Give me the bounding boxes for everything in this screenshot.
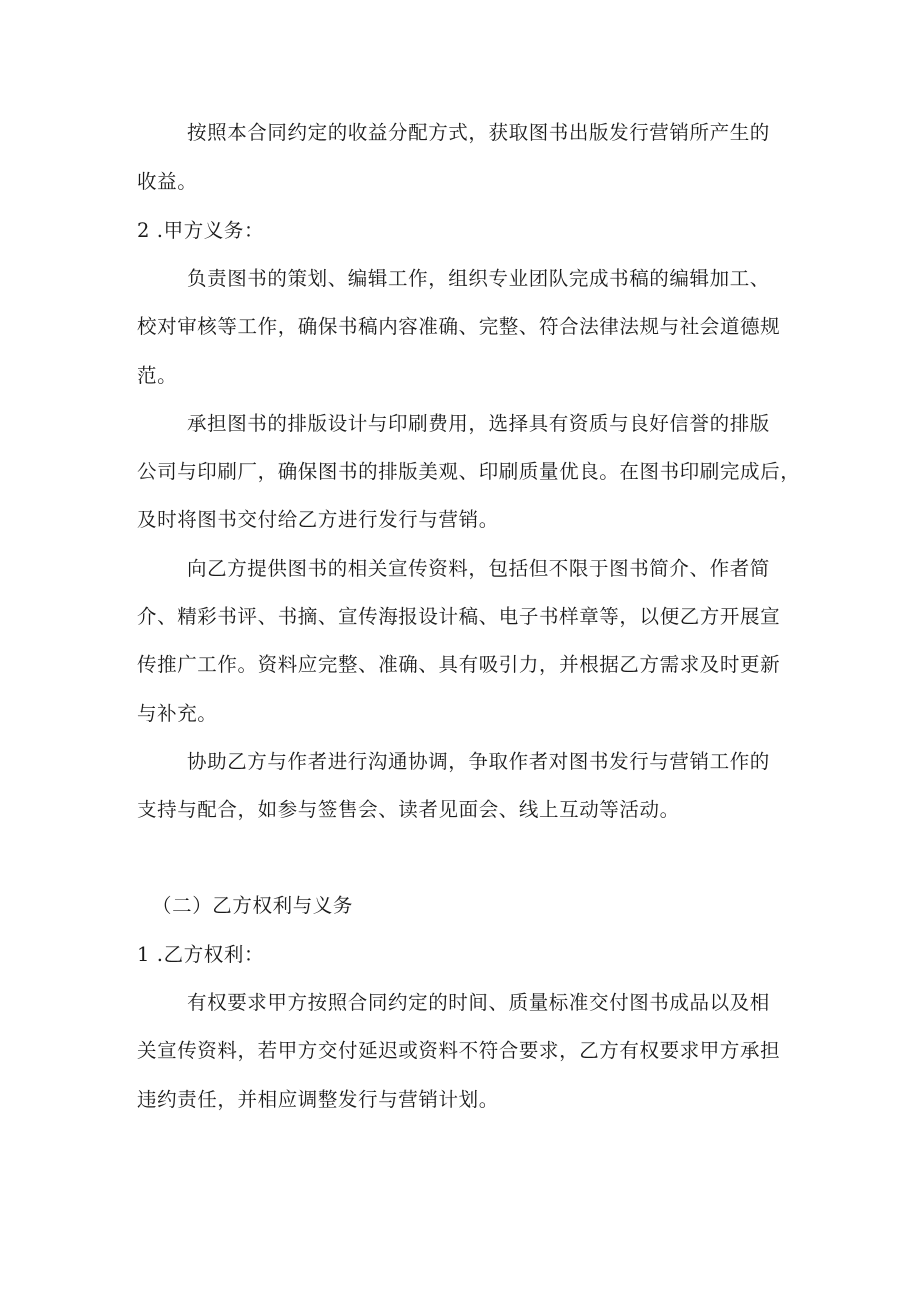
text-line: 传推广工作。资料应完整、准确、具有吸引力，并根据乙方需求及时更新: [137, 653, 781, 676]
text-line: 范。: [137, 364, 178, 387]
text-line: 向乙方提供图书的相关宣传资料，包括但不限于图书简介、作者简: [187, 557, 770, 580]
text-line: 负责图书的策划、编辑工作，组织专业团队完成书稿的编辑加工、: [187, 267, 770, 290]
text-line: 介、精彩书评、书摘、宣传海报设计稿、电子书样章等，以便乙方开展宣: [137, 605, 781, 628]
text-line: 违约责任，并相应调整发行与营销计划。: [137, 1088, 499, 1111]
text-line: 与补充。: [137, 702, 218, 725]
text-line: 按照本合同约定的收益分配方式，获取图书出版发行营销所产生的: [187, 121, 770, 144]
text-line: 承担图书的排版设计与印刷费用，选择具有资质与良好信誉的排版: [187, 412, 770, 435]
text-line: 有权要求甲方按照合同约定的时间、质量标准交付图书成品以及相: [187, 991, 770, 1014]
text-line: 协助乙方与作者进行沟通协调，争取作者对图书发行与营销工作的: [187, 750, 770, 773]
text-line: 公司与印刷厂，确保图书的排版美观、印刷质量优良。在图书印刷完成后，: [137, 460, 801, 483]
text-line: 及时将图书交付给乙方进行发行与营销。: [137, 508, 499, 531]
text-line: 支持与配合，如参与签售会、读者见面会、线上互动等活动。: [137, 798, 680, 821]
text-line: 校对审核等工作，确保书稿内容准确、完整、符合法律法规与社会道德规: [137, 315, 781, 338]
section-item-heading: 2 .甲方义务：: [137, 219, 265, 242]
section-item-heading: 1 .乙方权利：: [137, 943, 265, 966]
text-line: 收益。: [137, 170, 198, 193]
section-heading: （二）乙方权利与义务: [152, 894, 354, 917]
text-line: 关宣传资料，若甲方交付延迟或资料不符合要求，乙方有权要求甲方承担: [137, 1039, 781, 1062]
